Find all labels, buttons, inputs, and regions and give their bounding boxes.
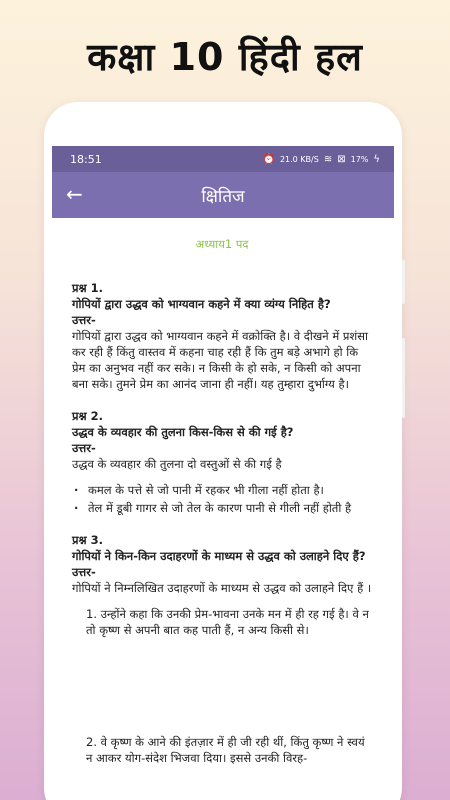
- blank-space: [72, 638, 372, 734]
- question-text: उद्धव के व्यवहार की तुलना किस-किस से की गई है?: [72, 425, 294, 439]
- content-area[interactable]: [52, 236, 394, 766]
- answer-point: 1. उन्होंने कहा कि उनकी प्रेम-भावना उनके मन में ही रह गई है। वे न तो कृष्ण से अपनी बात कह पाती हैं, न अन्य किसी से।: [86, 607, 369, 637]
- answer-point: . कमल के पत्ते से जो पानी में रहकर भी गीला नहीं होता है।: [72, 482, 372, 498]
- answer-text: गोपियों ने निम्नलिखित उदाहरणों के माध्यम से उद्धव को उलाहने दिए हैं ।: [72, 581, 372, 595]
- phone-frame: [44, 102, 402, 800]
- back-arrow-icon[interactable]: ←: [66, 182, 83, 206]
- answer-label: उत्तर-: [72, 313, 96, 327]
- status-bar: [52, 146, 394, 172]
- app-bar: [52, 172, 394, 218]
- answer-label: उत्तर-: [72, 565, 96, 579]
- phone-side-button: [402, 338, 405, 418]
- answer-point: . तेल में डूबी गागर से जो तेल के कारण पानी से गीली नहीं होती है: [72, 500, 372, 516]
- answer-point-list: [72, 606, 372, 766]
- answer-label: उत्तर-: [72, 441, 96, 455]
- question-text: गोपियों द्वारा उद्धव को भाग्यवान कहने में क्या व्यंग्य निहित है?: [72, 297, 331, 311]
- alarm-icon: ⏰: [262, 153, 275, 165]
- question-text: गोपियों ने किन-किन उदाहरणों के माध्यम से उद्धव को उलाहने दिए हैं?: [72, 549, 366, 563]
- chapter-title: अध्याय1 पद: [195, 237, 249, 251]
- answer-point: 2. वे कृष्ण के आने की इंतज़ार में ही जी रही थीं, किंतु कृष्ण ने स्वयं न आकर योग-संदेश भिजवा दिया। इससे उनकी विरह-: [86, 735, 365, 765]
- data-speed: 21.0 KB/S: [279, 154, 319, 164]
- question-block: [72, 280, 372, 392]
- wifi-icon: ≋: [323, 153, 333, 165]
- app-bar-title: क्षितिज: [201, 186, 245, 207]
- answer-text: उद्धव के व्यवहार की तुलना दो वस्तुओं से की गई है: [72, 457, 282, 471]
- battery-charging-icon: ϟ: [373, 153, 380, 165]
- question-number: प्रश्न 2.: [72, 409, 104, 423]
- status-time: 18:51: [70, 152, 102, 166]
- question-number: प्रश्न 1.: [72, 281, 104, 295]
- answer-point-list: [72, 482, 372, 516]
- promo-title: कक्षा 10 हिंदी हल: [87, 35, 363, 79]
- status-icons: [263, 154, 381, 165]
- answer-text: गोपियों द्वारा उद्धव को भाग्यवान कहने में वक्रोक्ति है। वे दीखने में प्रशंसा कर रही हैं किंतु वास्तव में कहना चाह रही हैं कि तुम बड़े अभागे हो कि प्रेम का अनुभव नहीं कर सके। न किसी के हो सके, न किसी को अपना बना सके। तुमने प्रेम का आनंद जाना ही नहीं। यह तुम्हारा दुर्भाग्य है।: [72, 329, 368, 391]
- question-block: [72, 532, 372, 766]
- phone-side-button: [402, 260, 405, 304]
- app-screen: [52, 146, 394, 800]
- question-block: [72, 408, 372, 516]
- no-sim-icon: ⊠: [337, 153, 346, 165]
- question-number: प्रश्न 3.: [72, 533, 104, 547]
- battery-level: 17%: [350, 154, 369, 164]
